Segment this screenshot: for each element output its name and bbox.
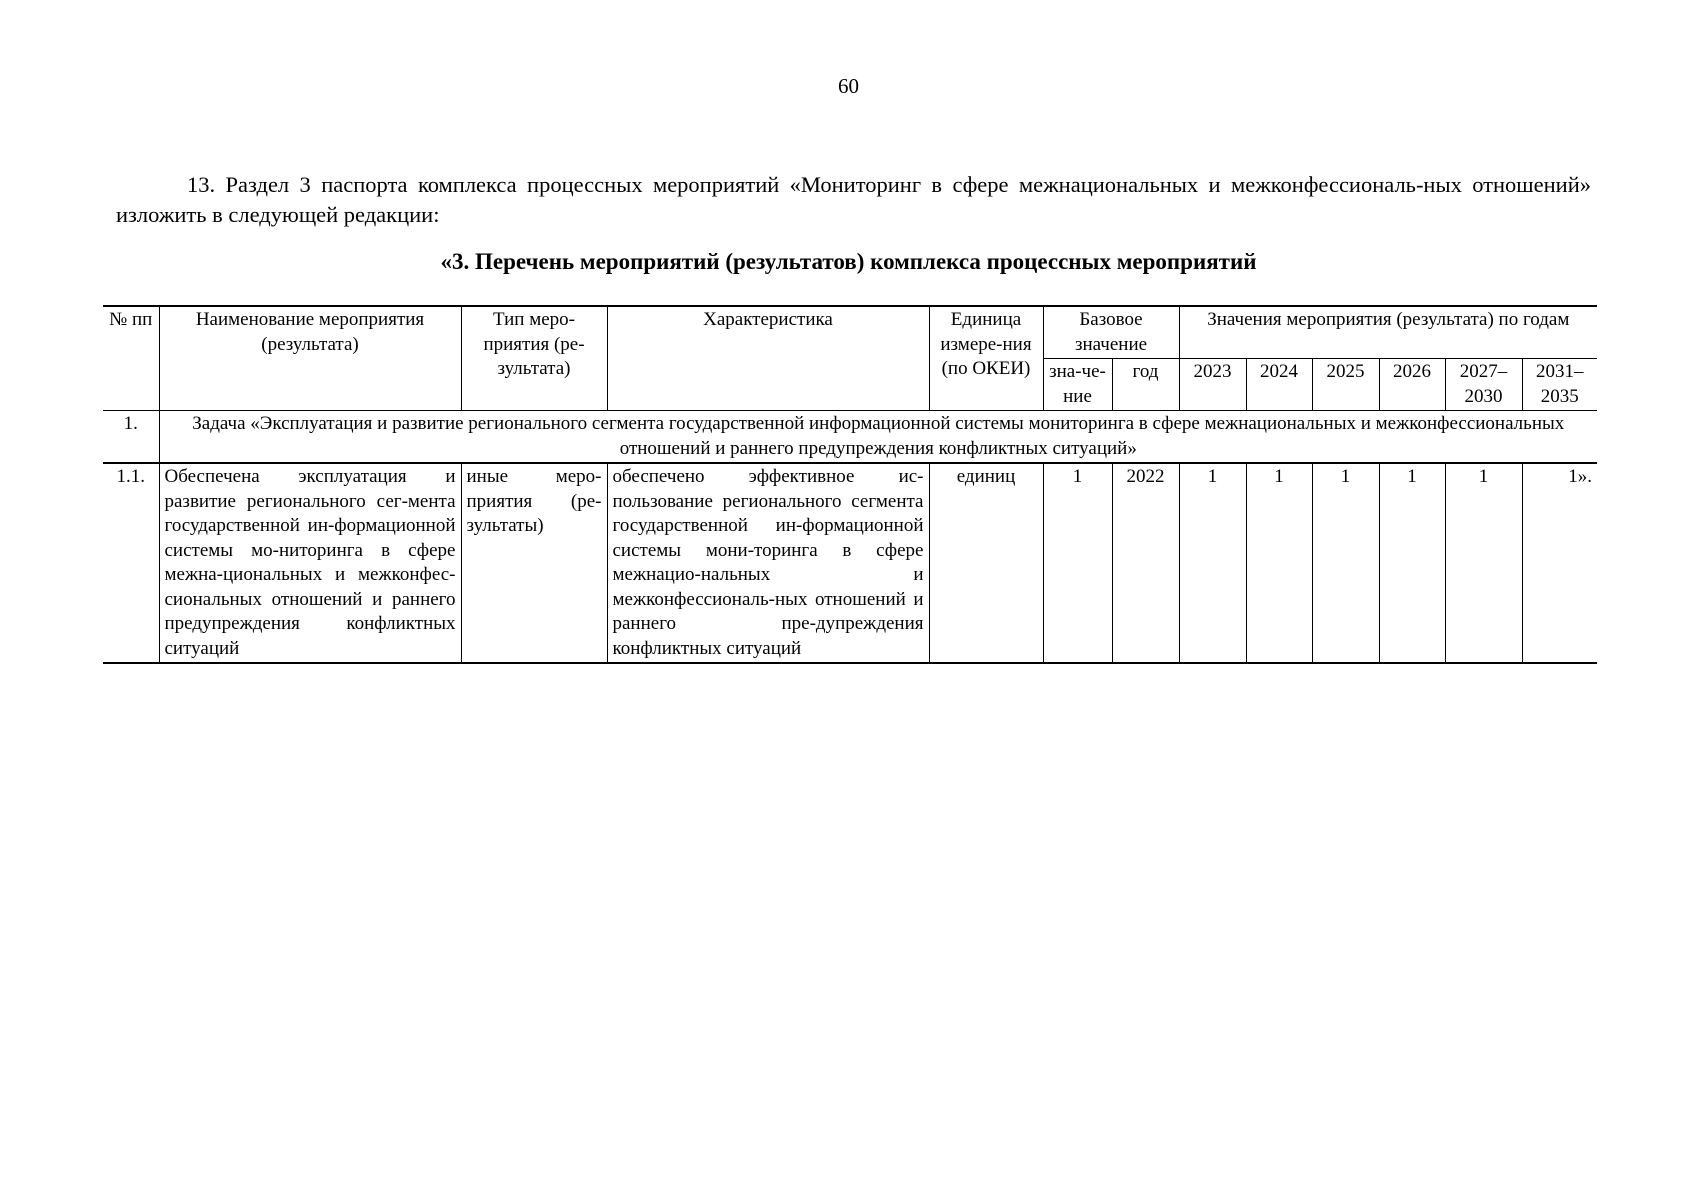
row-characteristic: обеспечено эффективное ис-пользование регионального сегмента государственной ин-формационной системы мони-торинга в сфере межнацио-нальных и межконфессиональ-ных отношений и раннего пре-дупреждения конфликтных ситуаций xyxy=(607,463,929,663)
header-base-value-year: год xyxy=(1112,359,1179,411)
header-characteristic: Характеристика xyxy=(607,306,929,411)
header-name: Наименование мероприятия (результата) xyxy=(159,306,461,411)
section-title: «3. Перечень мероприятий (результатов) комплекса процессных мероприятий xyxy=(440,249,1257,274)
task-row xyxy=(103,411,1597,464)
row-value-2024: 1 xyxy=(1246,463,1312,663)
table-row xyxy=(103,463,1597,663)
row-value-2026: 1 xyxy=(1379,463,1445,663)
row-name: Обеспечена эксплуатация и развитие регионального сег-мента государственной ин-формационной системы мо-ниторинга в сфере межна-циональных и межконфес-сиональных отношений и раннего предупреждения конфликтных ситуаций xyxy=(159,463,461,663)
row-value-2025: 1 xyxy=(1312,463,1379,663)
header-num: № пп xyxy=(103,306,159,411)
row-unit: единиц xyxy=(929,463,1043,663)
row-type: иные меро-приятия (ре-зультаты) xyxy=(461,463,607,663)
header-base-value: Базовое значение xyxy=(1043,306,1179,359)
page-number: 60 xyxy=(838,74,859,98)
row-value-2027-2030: 1 xyxy=(1445,463,1522,663)
header-year: 2031–2035 xyxy=(1522,359,1597,411)
task-num: 1. xyxy=(103,411,159,464)
task-text: Задача «Эксплуатация и развитие регионального сегмента государственной информационной системы мониторинга в сфере межнациональных и межконфессиональных отношений и раннего предупреждения конфликтных ситуаций» xyxy=(159,411,1597,464)
row-num: 1.1. xyxy=(103,463,159,663)
header-year: 2024 xyxy=(1246,359,1312,411)
table-header-row xyxy=(103,306,1597,359)
header-values-by-year: Значения мероприятия (результата) по годам xyxy=(1179,306,1597,359)
row-base-value: 1 xyxy=(1043,463,1112,663)
header-year: 2027–2030 xyxy=(1445,359,1522,411)
row-value-2023: 1 xyxy=(1179,463,1246,663)
header-year: 2026 xyxy=(1379,359,1445,411)
row-value-2031-2035: 1». xyxy=(1522,463,1597,663)
header-type: Тип меро-приятия (ре-зультата) xyxy=(461,306,607,411)
header-unit: Единица измере-ния (по ОКЕИ) xyxy=(929,306,1043,411)
intro-paragraph: 13. Раздел 3 паспорта комплекса процессных мероприятий «Мониторинг в сфере межнациональных и межконфессиональ-ных отношений» изложить в следующей редакции: xyxy=(116,172,1591,227)
header-year: 2023 xyxy=(1179,359,1246,411)
row-base-year: 2022 xyxy=(1112,463,1179,663)
header-base-value-value: зна-че-ние xyxy=(1043,359,1112,411)
activities-table xyxy=(103,305,1597,664)
header-year: 2025 xyxy=(1312,359,1379,411)
